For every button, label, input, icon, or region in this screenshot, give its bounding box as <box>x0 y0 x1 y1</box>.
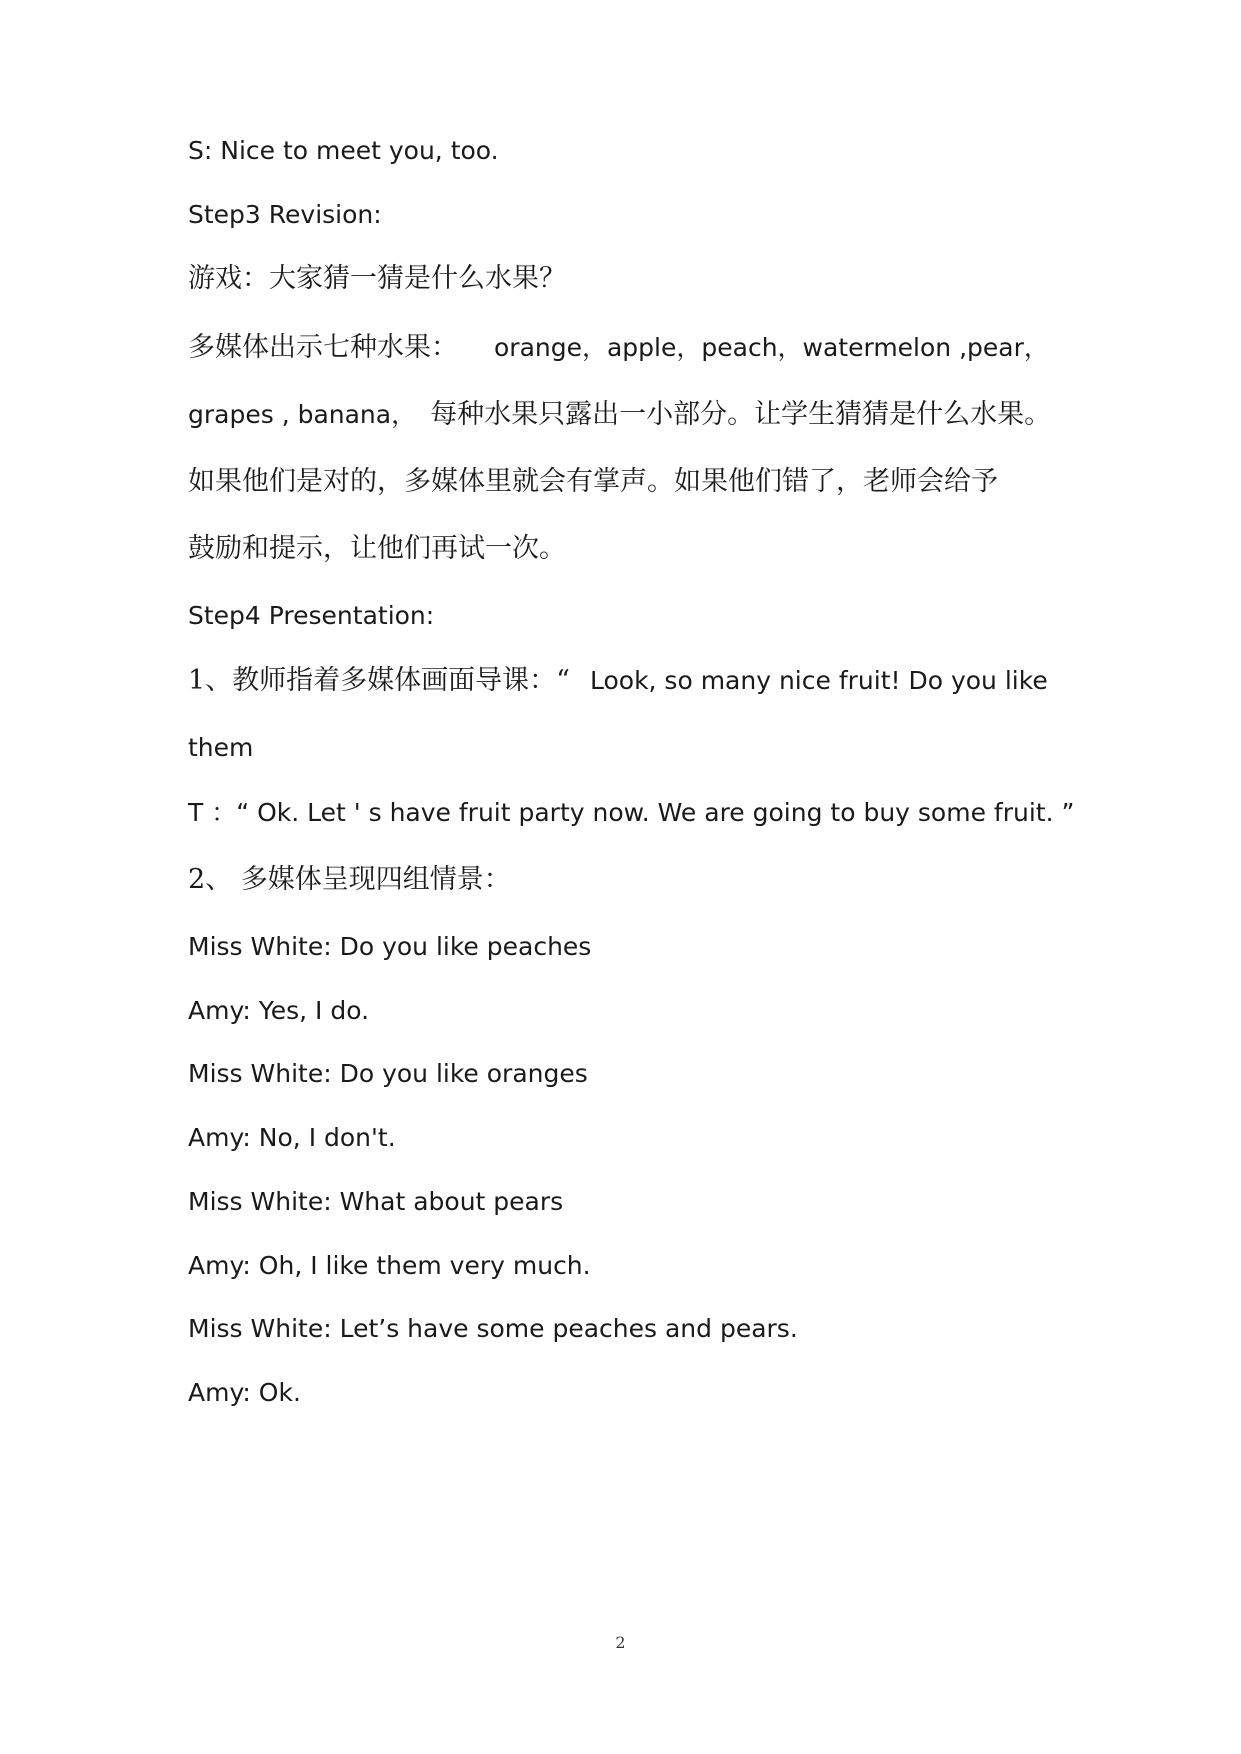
dialogue-line: Miss White: Let’s have some peaches and pears. <box>188 1314 798 1343</box>
fruit-list-line-2 <box>188 398 1088 432</box>
dialogue-line: Miss White: Do you like oranges <box>188 1059 588 1088</box>
presentation-item-2-cn: 2、 多媒体呈现四组情景： <box>188 864 511 895</box>
dialogue-line: Amy: No, I don't. <box>188 1123 396 1152</box>
paragraph-line: 鼓励和提示，让他们再试一次。 <box>188 533 566 564</box>
fruit-list-intro: 多媒体出示七种水果： <box>188 332 458 363</box>
dialogue-line: Amy: Oh, I like them very much. <box>188 1251 591 1280</box>
teacher-line: T ：“ Ok. Let ' s have fruit party now. We are going to buy some fruit. ” <box>188 798 1075 827</box>
presentation-item-2 <box>188 863 1088 897</box>
presentation-item-1-cn: 1、教师指着多媒体画面导课：“ <box>188 665 570 696</box>
presentation-item-1 <box>188 664 1088 698</box>
fruit-list-instruction: 每种水果只露出一小部分。让学生猜猜是什么水果。 <box>430 399 1052 430</box>
fruit-list-names-cont: grapes , banana， <box>188 400 417 429</box>
dialogue-line: Amy: Ok. <box>188 1378 301 1407</box>
fruit-list-line-1 <box>188 331 1088 365</box>
page-number: 2 <box>615 1633 626 1652</box>
paragraph-line: 如果他们是对的，多媒体里就会有掌声。如果他们错了，老师会给予 <box>188 466 998 497</box>
section-heading-step3: Step3 Revision: <box>188 200 382 229</box>
dialogue-line: S: Nice to meet you, too. <box>188 136 499 165</box>
presentation-item-1-en: Look, so many nice fruit! Do you like <box>589 666 1048 695</box>
section-heading-step4: Step4 Presentation: <box>188 601 435 630</box>
fruit-list-names: orange，apple，peach，watermelon ,pear， <box>494 333 1049 362</box>
game-instruction: 游戏：大家猜一猜是什么水果？ <box>188 263 566 294</box>
presentation-item-1-cont: them <box>188 733 254 762</box>
dialogue-line: Amy: Yes, I do. <box>188 996 370 1025</box>
dialogue-line: Miss White: Do you like peaches <box>188 932 592 961</box>
dialogue-line: Miss White: What about pears <box>188 1187 564 1216</box>
